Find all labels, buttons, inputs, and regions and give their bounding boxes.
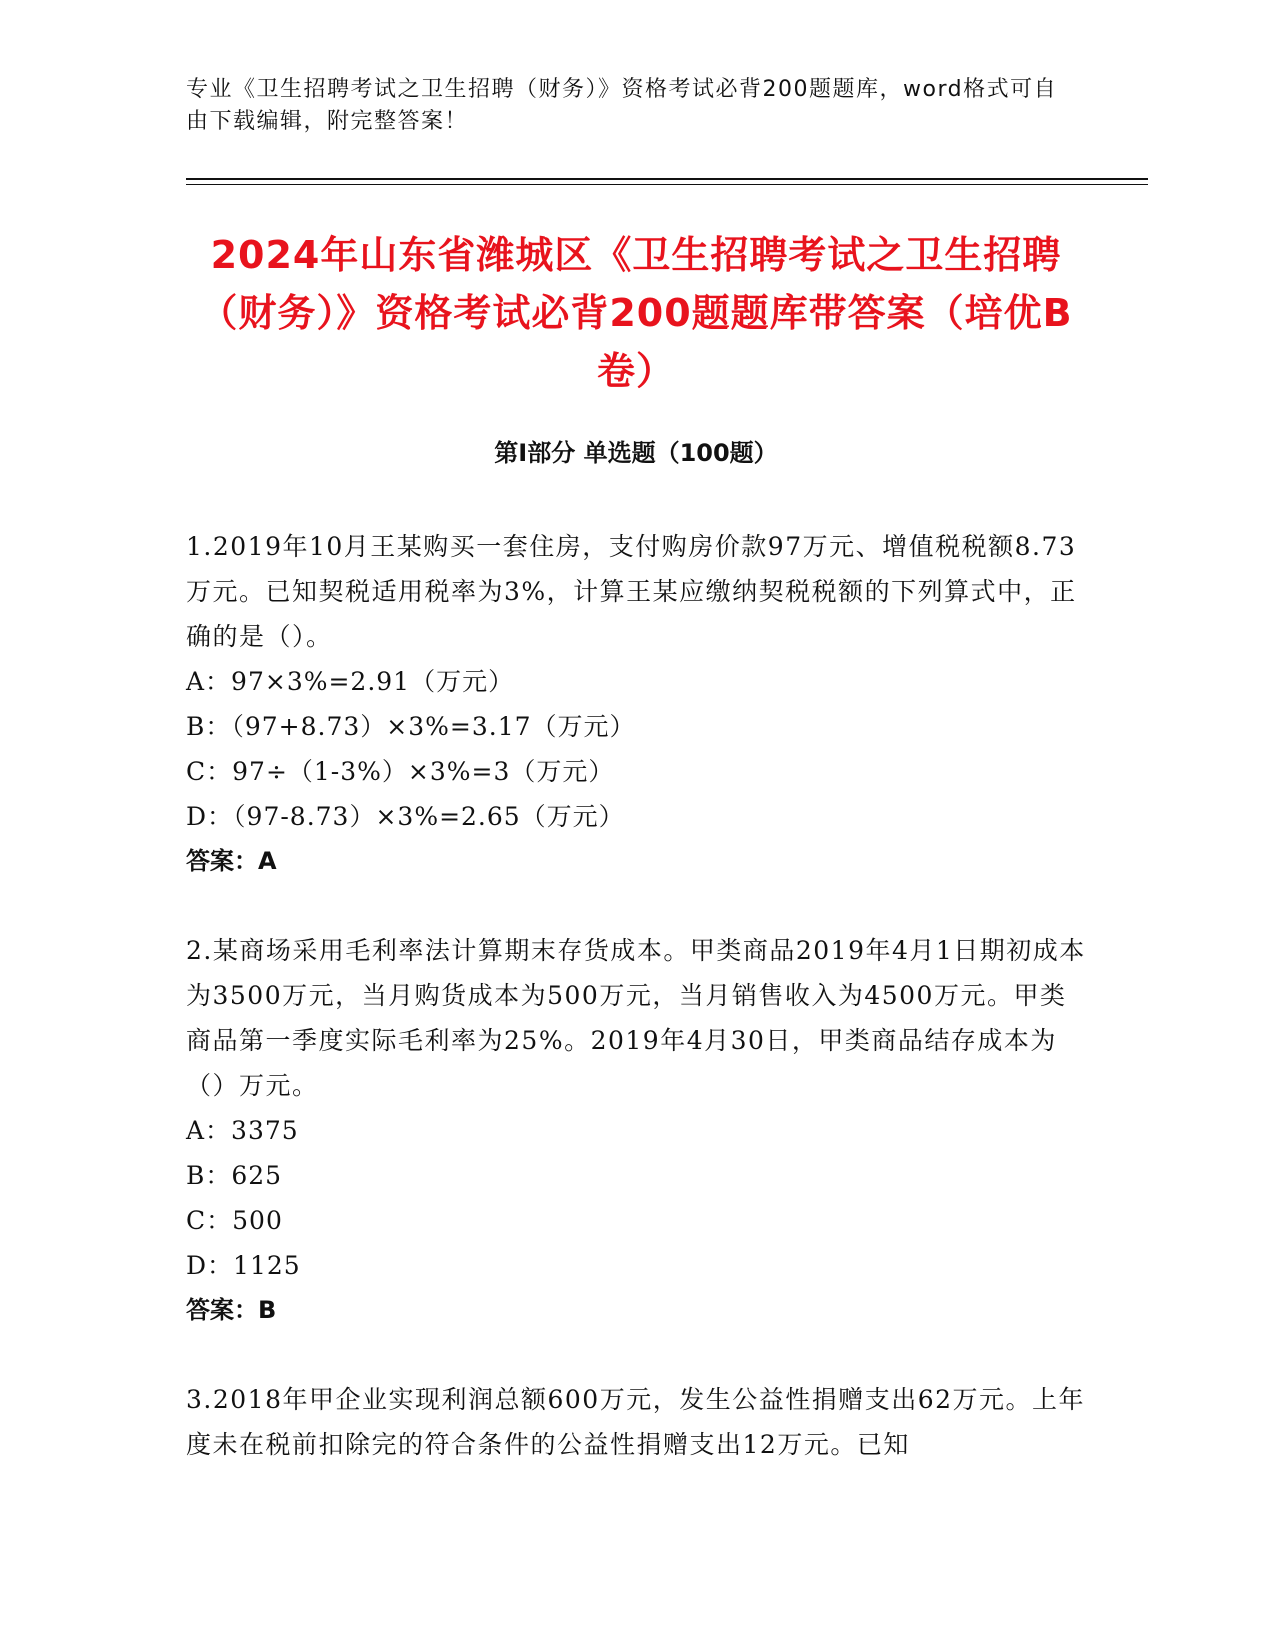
question-stem: 2.某商场采用毛利率法计算期末存货成本。甲类商品2019年4月1日期初成本为3500万元，当月购货成本为500万元，当月销售收入为4500万元。甲类商品第一季度实际毛利率为25%。2019年4月30日，甲类商品结存成本为（）万元。 bbox=[186, 936, 1086, 1100]
option-a: A：97×3%=2.91（万元） bbox=[186, 667, 515, 696]
answer: 答案：B bbox=[186, 1296, 277, 1324]
option-b: B：（97+8.73）×3%=3.17（万元） bbox=[186, 712, 636, 741]
question-1 bbox=[186, 524, 1086, 884]
section-heading: 第I部分 单选题（100题） bbox=[494, 439, 778, 467]
header-divider-thin bbox=[186, 184, 1148, 185]
option-c: C：500 bbox=[186, 1206, 283, 1235]
option-d: D：1125 bbox=[186, 1251, 301, 1280]
option-c: C：97÷（1-3%）×3%=3（万元） bbox=[186, 757, 615, 786]
option-b: B：625 bbox=[186, 1161, 283, 1190]
option-a: A：3375 bbox=[186, 1116, 299, 1145]
header-note: 专业《卫生招聘考试之卫生招聘（财务）》资格考试必背200题题库，word格式可自由下载编辑，附完整答案！ bbox=[186, 77, 1058, 134]
answer: 答案：A bbox=[186, 847, 277, 875]
option-d: D：（97-8.73）×3%=2.65（万元） bbox=[186, 802, 625, 831]
question-3 bbox=[186, 1377, 1086, 1467]
header-divider-thick bbox=[186, 178, 1148, 180]
question-stem: 3.2018年甲企业实现利润总额600万元，发生公益性捐赠支出62万元。上年度未在税前扣除完的符合条件的公益性捐赠支出12万元。已知 bbox=[186, 1385, 1086, 1459]
document-title: 2024年山东省潍城区《卫生招聘考试之卫生招聘（财务）》资格考试必背200题题库带答案（培优B卷） bbox=[199, 233, 1073, 393]
question-2 bbox=[186, 928, 1086, 1333]
question-list bbox=[186, 524, 1086, 1511]
question-stem: 1.2019年10月王某购买一套住房，支付购房价款97万元、增值税税额8.73万元。已知契税适用税率为3%，计算王某应缴纳契税税额的下列算式中，正确的是（）。 bbox=[186, 532, 1077, 651]
